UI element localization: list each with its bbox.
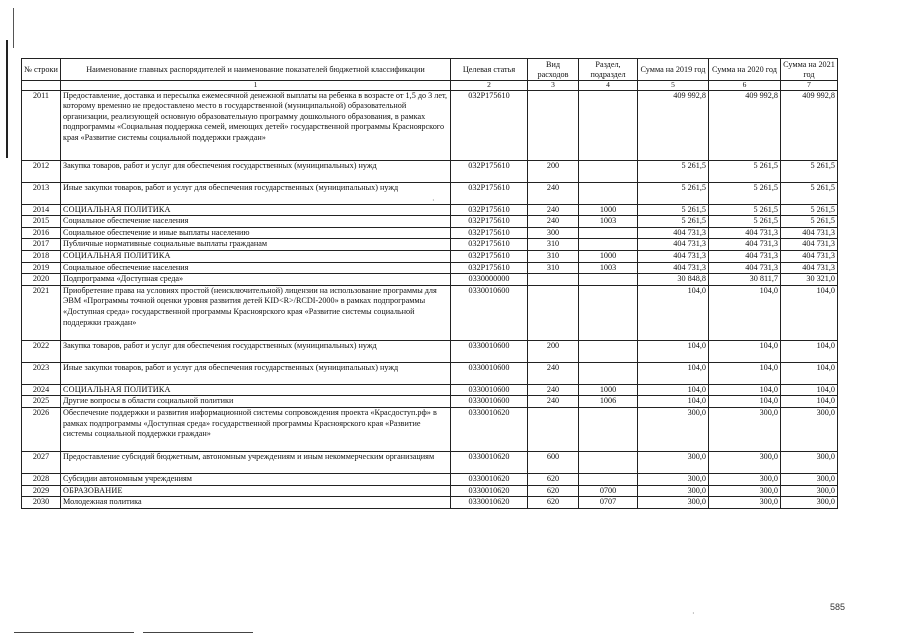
row-target-article: 0330010600 bbox=[451, 384, 528, 396]
row-sum-2021: 404 731,3 bbox=[781, 227, 838, 239]
row-target-article: 032P175610 bbox=[451, 227, 528, 239]
row-sum-2019: 5 261,5 bbox=[638, 182, 709, 204]
row-expense-type: 310 bbox=[528, 262, 579, 274]
row-sum-2020: 300,0 bbox=[709, 485, 781, 497]
table-body bbox=[22, 90, 838, 508]
column-number: 2 bbox=[451, 81, 528, 91]
table-row bbox=[22, 262, 838, 274]
row-name: Публичные нормативные социальные выплаты гражданам bbox=[61, 239, 451, 251]
header-expense-type: Вид расходов bbox=[528, 59, 579, 81]
table-row bbox=[22, 274, 838, 286]
row-expense-type: 310 bbox=[528, 239, 579, 251]
row-sum-2019: 404 731,3 bbox=[638, 227, 709, 239]
row-expense-type: 620 bbox=[528, 485, 579, 497]
row-section: 1006 bbox=[579, 396, 638, 408]
column-number bbox=[22, 81, 61, 91]
footer-line bbox=[14, 632, 134, 633]
row-sum-2020: 300,0 bbox=[709, 474, 781, 486]
row-name: Обеспечение поддержки и развития информационной системы сопровождения проекта «Красдоступ.рф» в рамках подпрограммы «Доступная среда» государственной программы Красноярского края «Развитие системы социальной поддержки граждан» bbox=[61, 408, 451, 452]
row-number: 2015 bbox=[22, 216, 61, 228]
row-sum-2019: 104,0 bbox=[638, 396, 709, 408]
row-number: 2016 bbox=[22, 227, 61, 239]
row-sum-2020: 30 811,7 bbox=[709, 274, 781, 286]
row-sum-2019: 300,0 bbox=[638, 452, 709, 474]
row-section: 1000 bbox=[579, 204, 638, 216]
row-target-article: 0330010620 bbox=[451, 485, 528, 497]
row-sum-2021: 404 731,3 bbox=[781, 239, 838, 251]
row-sum-2019: 104,0 bbox=[638, 384, 709, 396]
row-target-article: 032P175610 bbox=[451, 160, 528, 182]
row-sum-2019: 104,0 bbox=[638, 362, 709, 384]
row-sum-2020: 5 261,5 bbox=[709, 204, 781, 216]
row-sum-2019: 300,0 bbox=[638, 474, 709, 486]
row-number: 2022 bbox=[22, 340, 61, 362]
row-sum-2020: 404 731,3 bbox=[709, 251, 781, 263]
header-target-article: Целевая статья bbox=[451, 59, 528, 81]
row-expense-type: 240 bbox=[528, 384, 579, 396]
row-sum-2019: 104,0 bbox=[638, 340, 709, 362]
row-sum-2020: 404 731,3 bbox=[709, 227, 781, 239]
row-name: Предоставление субсидий бюджетным, автономным учреждениям и иным некоммерческим организациям bbox=[61, 452, 451, 474]
column-number: 3 bbox=[528, 81, 579, 91]
row-number: 2012 bbox=[22, 160, 61, 182]
row-expense-type: 200 bbox=[528, 160, 579, 182]
row-target-article: 0330010620 bbox=[451, 408, 528, 452]
footer-line bbox=[143, 632, 253, 633]
row-sum-2020: 5 261,5 bbox=[709, 216, 781, 228]
row-sum-2020: 5 261,5 bbox=[709, 182, 781, 204]
row-expense-type: 240 bbox=[528, 362, 579, 384]
table-row bbox=[22, 485, 838, 497]
row-target-article: 0330010600 bbox=[451, 285, 528, 340]
row-target-article: 032P175610 bbox=[451, 239, 528, 251]
row-target-article: 0330010620 bbox=[451, 452, 528, 474]
row-target-article: 032P175610 bbox=[451, 90, 528, 160]
row-expense-type: 310 bbox=[528, 251, 579, 263]
row-section bbox=[579, 285, 638, 340]
header-sum-2021: Сумма на 2021 год bbox=[781, 59, 838, 81]
row-sum-2021: 404 731,3 bbox=[781, 262, 838, 274]
row-sum-2019: 300,0 bbox=[638, 485, 709, 497]
row-expense-type: 200 bbox=[528, 340, 579, 362]
row-number: 2011 bbox=[22, 90, 61, 160]
header-sum-2019: Сумма на 2019 год bbox=[638, 59, 709, 81]
column-number-row bbox=[22, 81, 838, 91]
row-sum-2021: 104,0 bbox=[781, 384, 838, 396]
row-sum-2019: 404 731,3 bbox=[638, 251, 709, 263]
row-name: Иные закупки товаров, работ и услуг для обеспечения государственных (муниципальных) нужд bbox=[61, 362, 451, 384]
row-target-article: 0330010620 bbox=[451, 497, 528, 509]
row-sum-2021: 300,0 bbox=[781, 452, 838, 474]
header-name: Наименование главных распорядителей и наименование показателей бюджетной классификации bbox=[61, 59, 451, 81]
row-sum-2021: 300,0 bbox=[781, 497, 838, 509]
row-number: 2024 bbox=[22, 384, 61, 396]
column-number: 4 bbox=[579, 81, 638, 91]
page-number: 585 bbox=[830, 602, 846, 612]
row-sum-2020: 5 261,5 bbox=[709, 160, 781, 182]
row-section: 0700 bbox=[579, 485, 638, 497]
column-number: 1 bbox=[61, 81, 451, 91]
scan-margin-line bbox=[6, 40, 8, 158]
row-sum-2021: 104,0 bbox=[781, 340, 838, 362]
row-name: Приобретение права на условиях простой (неисключительной) лицензии на использование программы для ЭВМ «Программы точной оценки уровня развития детей KID<R>/RCDI-2000» в рамках подпрограммы «Доступная среда» государственной программы Красноярского края «Развитие системы социальной поддержки граждан» bbox=[61, 285, 451, 340]
header-sum-2020: Сумма на 2020 год bbox=[709, 59, 781, 81]
table-row bbox=[22, 251, 838, 263]
row-sum-2020: 300,0 bbox=[709, 497, 781, 509]
row-number: 2025 bbox=[22, 396, 61, 408]
row-number: 2019 bbox=[22, 262, 61, 274]
row-target-article: 0330010600 bbox=[451, 396, 528, 408]
table-row bbox=[22, 497, 838, 509]
column-number: 6 bbox=[709, 81, 781, 91]
row-target-article: 032P175610 bbox=[451, 182, 528, 204]
row-section: 1003 bbox=[579, 216, 638, 228]
row-sum-2021: 5 261,5 bbox=[781, 204, 838, 216]
row-sum-2019: 300,0 bbox=[638, 497, 709, 509]
row-number: 2026 bbox=[22, 408, 61, 452]
row-target-article: 032P175610 bbox=[451, 216, 528, 228]
row-expense-type: 620 bbox=[528, 497, 579, 509]
row-target-article: 032P175610 bbox=[451, 204, 528, 216]
row-sum-2021: 104,0 bbox=[781, 362, 838, 384]
row-section bbox=[579, 160, 638, 182]
row-sum-2020: 104,0 bbox=[709, 340, 781, 362]
row-sum-2021: 300,0 bbox=[781, 408, 838, 452]
row-sum-2021: 5 261,5 bbox=[781, 160, 838, 182]
table-row bbox=[22, 160, 838, 182]
row-target-article: 0330010620 bbox=[451, 474, 528, 486]
row-number: 2013 bbox=[22, 182, 61, 204]
row-section bbox=[579, 452, 638, 474]
row-sum-2020: 404 731,3 bbox=[709, 262, 781, 274]
row-expense-type: 240 bbox=[528, 216, 579, 228]
row-expense-type bbox=[528, 408, 579, 452]
row-number: 2027 bbox=[22, 452, 61, 474]
column-number: 7 bbox=[781, 81, 838, 91]
column-number: 5 bbox=[638, 81, 709, 91]
row-name: Иные закупки товаров, работ и услуг для обеспечения государственных (муниципальных) нужд bbox=[61, 182, 451, 204]
row-section bbox=[579, 182, 638, 204]
row-name: Социальное обеспечение и иные выплаты населению bbox=[61, 227, 451, 239]
row-sum-2020: 104,0 bbox=[709, 362, 781, 384]
row-sum-2021: 5 261,5 bbox=[781, 216, 838, 228]
table-row bbox=[22, 396, 838, 408]
row-target-article: 0330010600 bbox=[451, 340, 528, 362]
row-name: СОЦИАЛЬНАЯ ПОЛИТИКА bbox=[61, 251, 451, 263]
row-expense-type bbox=[528, 274, 579, 286]
table-row bbox=[22, 474, 838, 486]
table-row bbox=[22, 452, 838, 474]
row-expense-type: 240 bbox=[528, 182, 579, 204]
row-name: Закупка товаров, работ и услуг для обеспечения государственных (муниципальных) нужд bbox=[61, 160, 451, 182]
row-section bbox=[579, 408, 638, 452]
row-sum-2021: 300,0 bbox=[781, 474, 838, 486]
row-section bbox=[579, 362, 638, 384]
row-sum-2020: 104,0 bbox=[709, 396, 781, 408]
row-sum-2020: 104,0 bbox=[709, 285, 781, 340]
table-row bbox=[22, 216, 838, 228]
row-number: 2028 bbox=[22, 474, 61, 486]
table-row bbox=[22, 90, 838, 160]
row-sum-2021: 30 321,0 bbox=[781, 274, 838, 286]
row-section: 1000 bbox=[579, 251, 638, 263]
row-sum-2021: 300,0 bbox=[781, 485, 838, 497]
row-sum-2020: 404 731,3 bbox=[709, 239, 781, 251]
row-expense-type: 240 bbox=[528, 396, 579, 408]
table-row bbox=[22, 227, 838, 239]
row-target-article: 032P175610 bbox=[451, 251, 528, 263]
row-section: 1003 bbox=[579, 262, 638, 274]
row-sum-2019: 5 261,5 bbox=[638, 204, 709, 216]
row-number: 2018 bbox=[22, 251, 61, 263]
row-section bbox=[579, 340, 638, 362]
row-sum-2020: 300,0 bbox=[709, 452, 781, 474]
row-number: 2020 bbox=[22, 274, 61, 286]
row-section: 1000 bbox=[579, 384, 638, 396]
row-name: ОБРАЗОВАНИЕ bbox=[61, 485, 451, 497]
budget-table bbox=[21, 58, 838, 509]
row-sum-2020: 104,0 bbox=[709, 384, 781, 396]
row-sum-2020: 409 992,8 bbox=[709, 90, 781, 160]
row-name: Закупка товаров, работ и услуг для обеспечения государственных (муниципальных) нужд bbox=[61, 340, 451, 362]
row-sum-2019: 404 731,3 bbox=[638, 262, 709, 274]
row-expense-type: 600 bbox=[528, 452, 579, 474]
row-expense-type: 620 bbox=[528, 474, 579, 486]
row-sum-2019: 104,0 bbox=[638, 285, 709, 340]
row-target-article: 0330000000 bbox=[451, 274, 528, 286]
row-number: 2014 bbox=[22, 204, 61, 216]
row-sum-2019: 300,0 bbox=[638, 408, 709, 452]
row-sum-2021: 409 992,8 bbox=[781, 90, 838, 160]
header-row-number: № строки bbox=[22, 59, 61, 81]
table-row bbox=[22, 384, 838, 396]
table-row bbox=[22, 239, 838, 251]
row-number: 2021 bbox=[22, 285, 61, 340]
table-row bbox=[22, 182, 838, 204]
row-number: 2023 bbox=[22, 362, 61, 384]
row-sum-2019: 30 848,8 bbox=[638, 274, 709, 286]
row-sum-2021: 5 261,5 bbox=[781, 182, 838, 204]
table-row bbox=[22, 408, 838, 452]
row-section: 0707 bbox=[579, 497, 638, 509]
row-name: Подпрограмма «Доступная среда» bbox=[61, 274, 451, 286]
row-sum-2021: 104,0 bbox=[781, 285, 838, 340]
row-section bbox=[579, 227, 638, 239]
row-sum-2020: 300,0 bbox=[709, 408, 781, 452]
table-header-row bbox=[22, 59, 838, 81]
table-row bbox=[22, 285, 838, 340]
row-expense-type: 300 bbox=[528, 227, 579, 239]
row-number: 2030 bbox=[22, 497, 61, 509]
row-expense-type bbox=[528, 90, 579, 160]
row-name: Предоставление, доставка и пересылка ежемесячной денежной выплаты на ребенка в возрасте от 1,5 до 3 лет, которому временно не предоставлено место в государственной (муниципальной) образовательной организации, реализующей основную образовательную программу дошкольного образования, в рамках подпрограммы «Социальная поддержка семей, имеющих детей» государственной программы Красноярского края «Развитие системы социальной поддержки граждан» bbox=[61, 90, 451, 160]
row-name: Субсидии автономным учреждениям bbox=[61, 474, 451, 486]
scan-speck: · bbox=[432, 196, 435, 205]
row-target-article: 0330010600 bbox=[451, 362, 528, 384]
row-target-article: 032P175610 bbox=[451, 262, 528, 274]
row-sum-2021: 104,0 bbox=[781, 396, 838, 408]
scan-speck: · bbox=[692, 609, 695, 618]
row-section bbox=[579, 90, 638, 160]
row-section bbox=[579, 474, 638, 486]
row-name: СОЦИАЛЬНАЯ ПОЛИТИКА bbox=[61, 384, 451, 396]
row-section bbox=[579, 239, 638, 251]
row-section bbox=[579, 274, 638, 286]
header-section: Раздел, подраздел bbox=[579, 59, 638, 81]
row-sum-2019: 5 261,5 bbox=[638, 216, 709, 228]
table-row bbox=[22, 340, 838, 362]
table-row bbox=[22, 362, 838, 384]
row-sum-2019: 5 261,5 bbox=[638, 160, 709, 182]
row-name: Другие вопросы в области социальной политики bbox=[61, 396, 451, 408]
row-name: Социальное обеспечение населения bbox=[61, 262, 451, 274]
scan-margin-line bbox=[13, 8, 14, 48]
row-sum-2021: 404 731,3 bbox=[781, 251, 838, 263]
row-sum-2019: 404 731,3 bbox=[638, 239, 709, 251]
row-number: 2017 bbox=[22, 239, 61, 251]
row-expense-type bbox=[528, 285, 579, 340]
row-name: СОЦИАЛЬНАЯ ПОЛИТИКА bbox=[61, 204, 451, 216]
row-expense-type: 240 bbox=[528, 204, 579, 216]
row-number: 2029 bbox=[22, 485, 61, 497]
row-sum-2019: 409 992,8 bbox=[638, 90, 709, 160]
row-name: Молодежная политика bbox=[61, 497, 451, 509]
table-row bbox=[22, 204, 838, 216]
row-name: Социальное обеспечение населения bbox=[61, 216, 451, 228]
